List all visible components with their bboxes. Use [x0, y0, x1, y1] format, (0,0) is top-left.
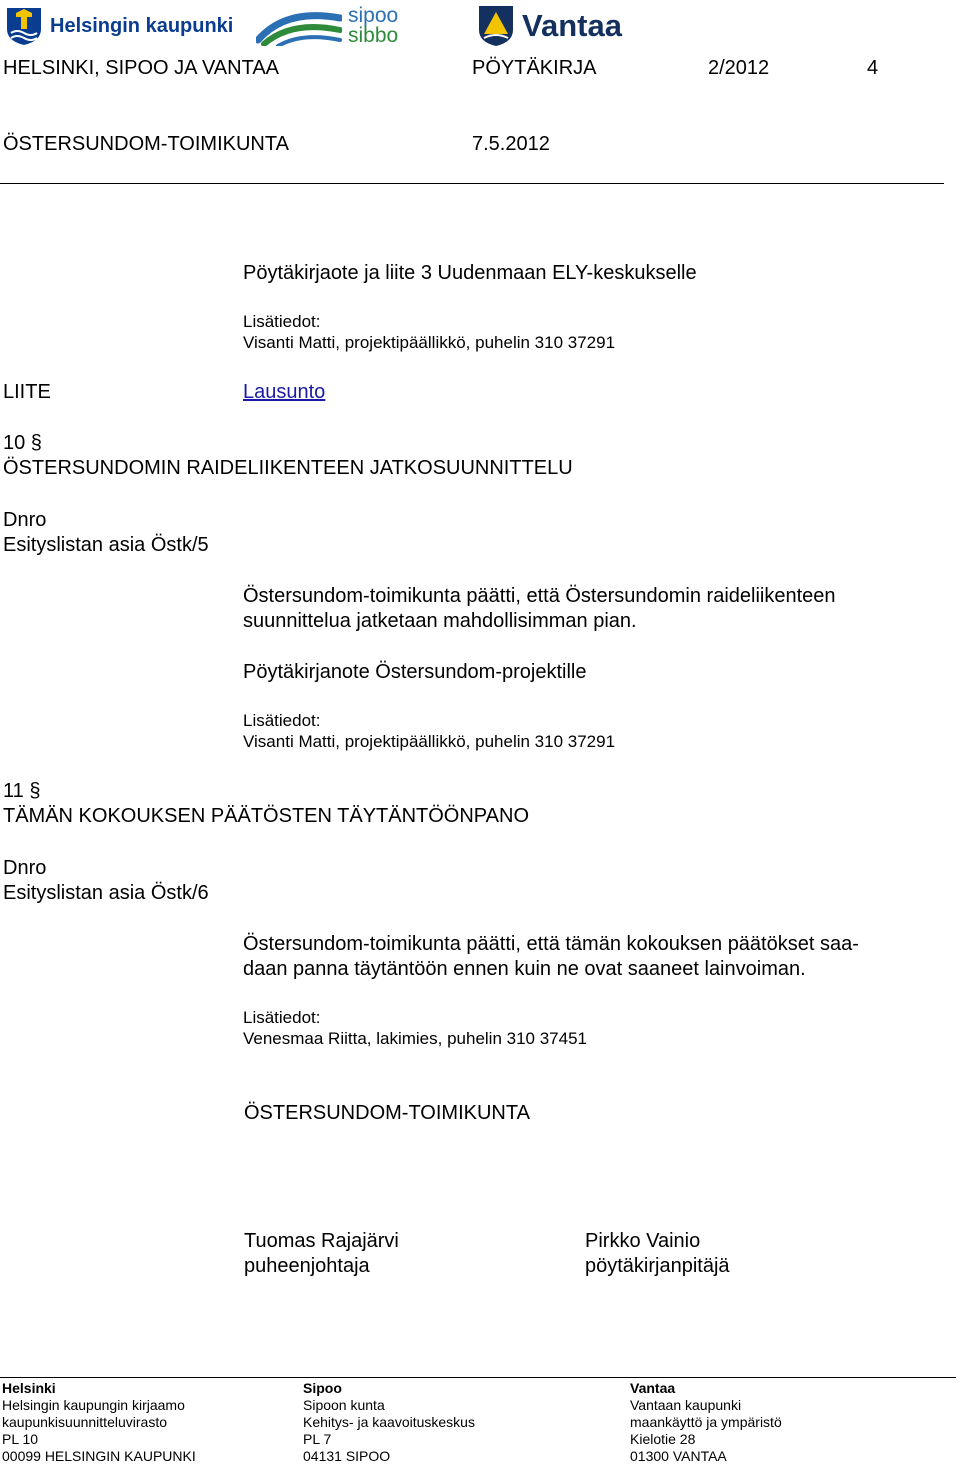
- footer-vantaa-line: Kielotie 28: [630, 1431, 696, 1447]
- section-10-info-text: Visanti Matti, projektipäällikkö, puhelin 310 37291: [243, 732, 616, 751]
- footer-sipoo-line: Kehitys- ja kaavoituskeskus: [303, 1414, 475, 1430]
- footer-column-helsinki: [2, 1380, 196, 1465]
- section-10-info-label: Lisätiedot:: [243, 711, 321, 730]
- helsinki-crest-icon: [4, 5, 44, 47]
- header-page-number: 4: [867, 57, 879, 79]
- footer-vantaa-title: Vantaa: [630, 1380, 676, 1396]
- section-10-agenda: Esityslistan asia Östk/5: [3, 534, 209, 556]
- footer-divider: [0, 1377, 956, 1378]
- footer-helsinki-line: PL 10: [2, 1431, 39, 1447]
- signature-committee: ÖSTERSUNDOM-TOIMIKUNTA: [244, 1102, 530, 1124]
- section-11-info-text: Venesmaa Riitta, lakimies, puhelin 310 37451: [243, 1029, 587, 1048]
- footer-sipoo-title: Sipoo: [303, 1380, 342, 1396]
- prev-excerpt: Pöytäkirjaote ja liite 3 Uudenmaan ELY-keskukselle: [243, 262, 697, 284]
- header-doc-number: 2/2012: [708, 57, 770, 79]
- sipoo-logo-text: sipoo: [348, 4, 399, 27]
- footer-vantaa-line: 01300 VANTAA: [630, 1448, 727, 1464]
- footer-sipoo-line: Sipoon kunta: [303, 1397, 385, 1413]
- helsinki-logo: [4, 4, 233, 48]
- footer-vantaa-line: maankäyttö ja ympäristö: [630, 1414, 782, 1430]
- section-11-agenda: Esityslistan asia Östk/6: [3, 882, 209, 904]
- section-11-number: 11 §: [3, 780, 41, 802]
- vantaa-crest-icon: [476, 4, 516, 48]
- footer-sipoo-line: PL 7: [303, 1431, 332, 1447]
- footer-column-sipoo: [303, 1380, 475, 1465]
- section-11-title: TÄMÄN KOKOUKSEN PÄÄTÖSTEN TÄYTÄNTÖÖNPANO: [3, 805, 530, 827]
- section-10-number: 10 §: [3, 432, 42, 454]
- header-committee: ÖSTERSUNDOM-TOIMIKUNTA: [3, 133, 289, 155]
- helsinki-logo-text: Helsingin kaupunki: [50, 14, 234, 37]
- section-11-dnro: Dnro: [3, 857, 47, 879]
- prev-info-text: Visanti Matti, projektipäällikkö, puhelin 310 37291: [243, 333, 616, 352]
- attachment-link-lausunto[interactable]: Lausunto: [243, 381, 326, 403]
- footer-helsinki-line: Helsingin kaupungin kirjaamo: [2, 1397, 185, 1413]
- section-10-decision-line-2: suunnittelua jatketaan mahdollisimman pian.: [243, 610, 637, 632]
- header-divider: [0, 183, 944, 184]
- section-10-excerpt: Pöytäkirjanote Östersundom-projektille: [243, 661, 587, 683]
- footer-column-vantaa: [630, 1380, 782, 1465]
- vantaa-logo-text: Vantaa: [522, 8, 622, 43]
- sipoo-logo: [256, 4, 398, 48]
- footer-helsinki-line: 00099 HELSINGIN KAUPUNKI: [2, 1448, 196, 1464]
- header-date: 7.5.2012: [472, 133, 550, 155]
- section-10-title: ÖSTERSUNDOMIN RAIDELIIKENTEEN JATKOSUUNNITTELU: [3, 457, 573, 479]
- prev-info-label: Lisätiedot:: [243, 312, 321, 331]
- section-10-decision-line-1: Östersundom-toimikunta päätti, että Östersundomin raideliikenteen: [243, 585, 836, 607]
- chair-name: Tuomas Rajajärvi: [244, 1230, 399, 1252]
- sibbo-logo-text: sibbo: [348, 24, 399, 47]
- secretary-name: Pirkko Vainio: [585, 1230, 701, 1252]
- footer-helsinki-line: kaupunkisuunnitteluvirasto: [2, 1414, 167, 1430]
- footer-helsinki-title: Helsinki: [2, 1380, 56, 1396]
- vantaa-logo: [476, 4, 622, 48]
- chair-role: puheenjohtaja: [244, 1255, 370, 1277]
- secretary-role: pöytäkirjanpitäjä: [585, 1255, 730, 1277]
- section-10-dnro: Dnro: [3, 509, 47, 531]
- section-11-info-label: Lisätiedot:: [243, 1008, 321, 1027]
- attachment-label: LIITE: [3, 381, 51, 403]
- sipoo-wave-icon: [256, 6, 342, 46]
- section-11-decision-line-2: daan panna täytäntöön ennen kuin ne ovat saaneet lainvoiman.: [243, 958, 806, 980]
- footer-sipoo-line: 04131 SIPOO: [303, 1448, 391, 1464]
- header-doc-type: PÖYTÄKIRJA: [472, 57, 597, 79]
- section-11-decision-line-1: Östersundom-toimikunta päätti, että tämän kokouksen päätökset saa-: [243, 933, 859, 955]
- header-org: HELSINKI, SIPOO JA VANTAA: [3, 57, 280, 79]
- footer-vantaa-line: Vantaan kaupunki: [630, 1397, 742, 1413]
